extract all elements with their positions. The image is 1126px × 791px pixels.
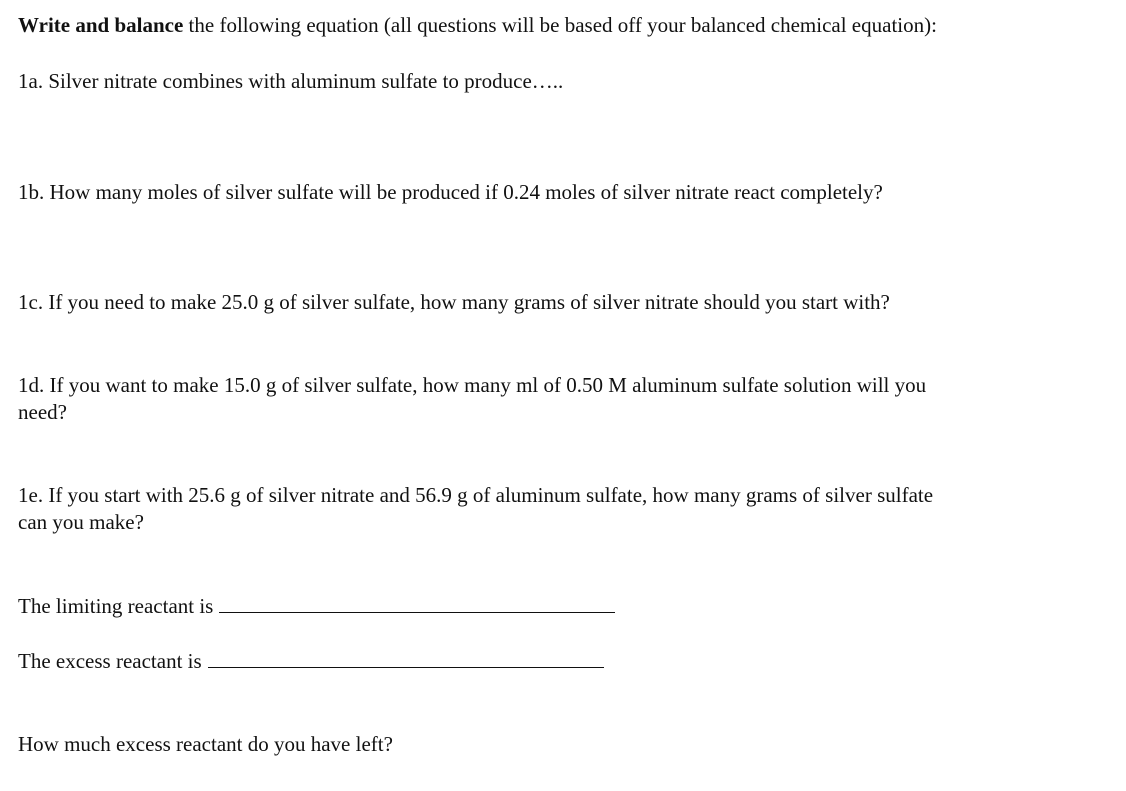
excess-reactant-label: The excess reactant is [18, 649, 202, 673]
question-1b: 1b. How many moles of silver sulfate will be produced if 0.24 moles of silver nitrate react completely? [18, 180, 883, 204]
question-1d-line2: need? [18, 400, 67, 424]
question-1e-line1: 1e. If you start with 25.6 g of silver nitrate and 56.9 g of aluminum sulfate, how many grams of silver sulfate [18, 483, 934, 507]
question-1a: 1a. Silver nitrate combines with aluminum sulfate to produce….. [18, 69, 564, 93]
instructions-text: the following equation (all questions will be based off your balanced chemical equation): [183, 13, 937, 37]
excess-reactant-row [18, 648, 604, 675]
excess-reactant-blank[interactable] [208, 649, 604, 668]
question-1c: 1c. If you need to make 25.0 g of silver sulfate, how many grams of silver nitrate should you start with? [18, 290, 890, 314]
instructions-header [18, 12, 937, 39]
question-1d-line1: 1d. If you want to make 15.0 g of silver sulfate, how many ml of 0.50 M aluminum sulfate solution will you [18, 373, 927, 397]
limiting-reactant-row [18, 593, 615, 620]
limiting-reactant-blank[interactable] [219, 594, 615, 613]
instructions-bold: Write and balance [18, 13, 184, 37]
limiting-reactant-label: The limiting reactant is [18, 594, 214, 618]
question-1e-line2: can you make? [18, 510, 144, 534]
leftover-question: How much excess reactant do you have left? [18, 732, 393, 756]
